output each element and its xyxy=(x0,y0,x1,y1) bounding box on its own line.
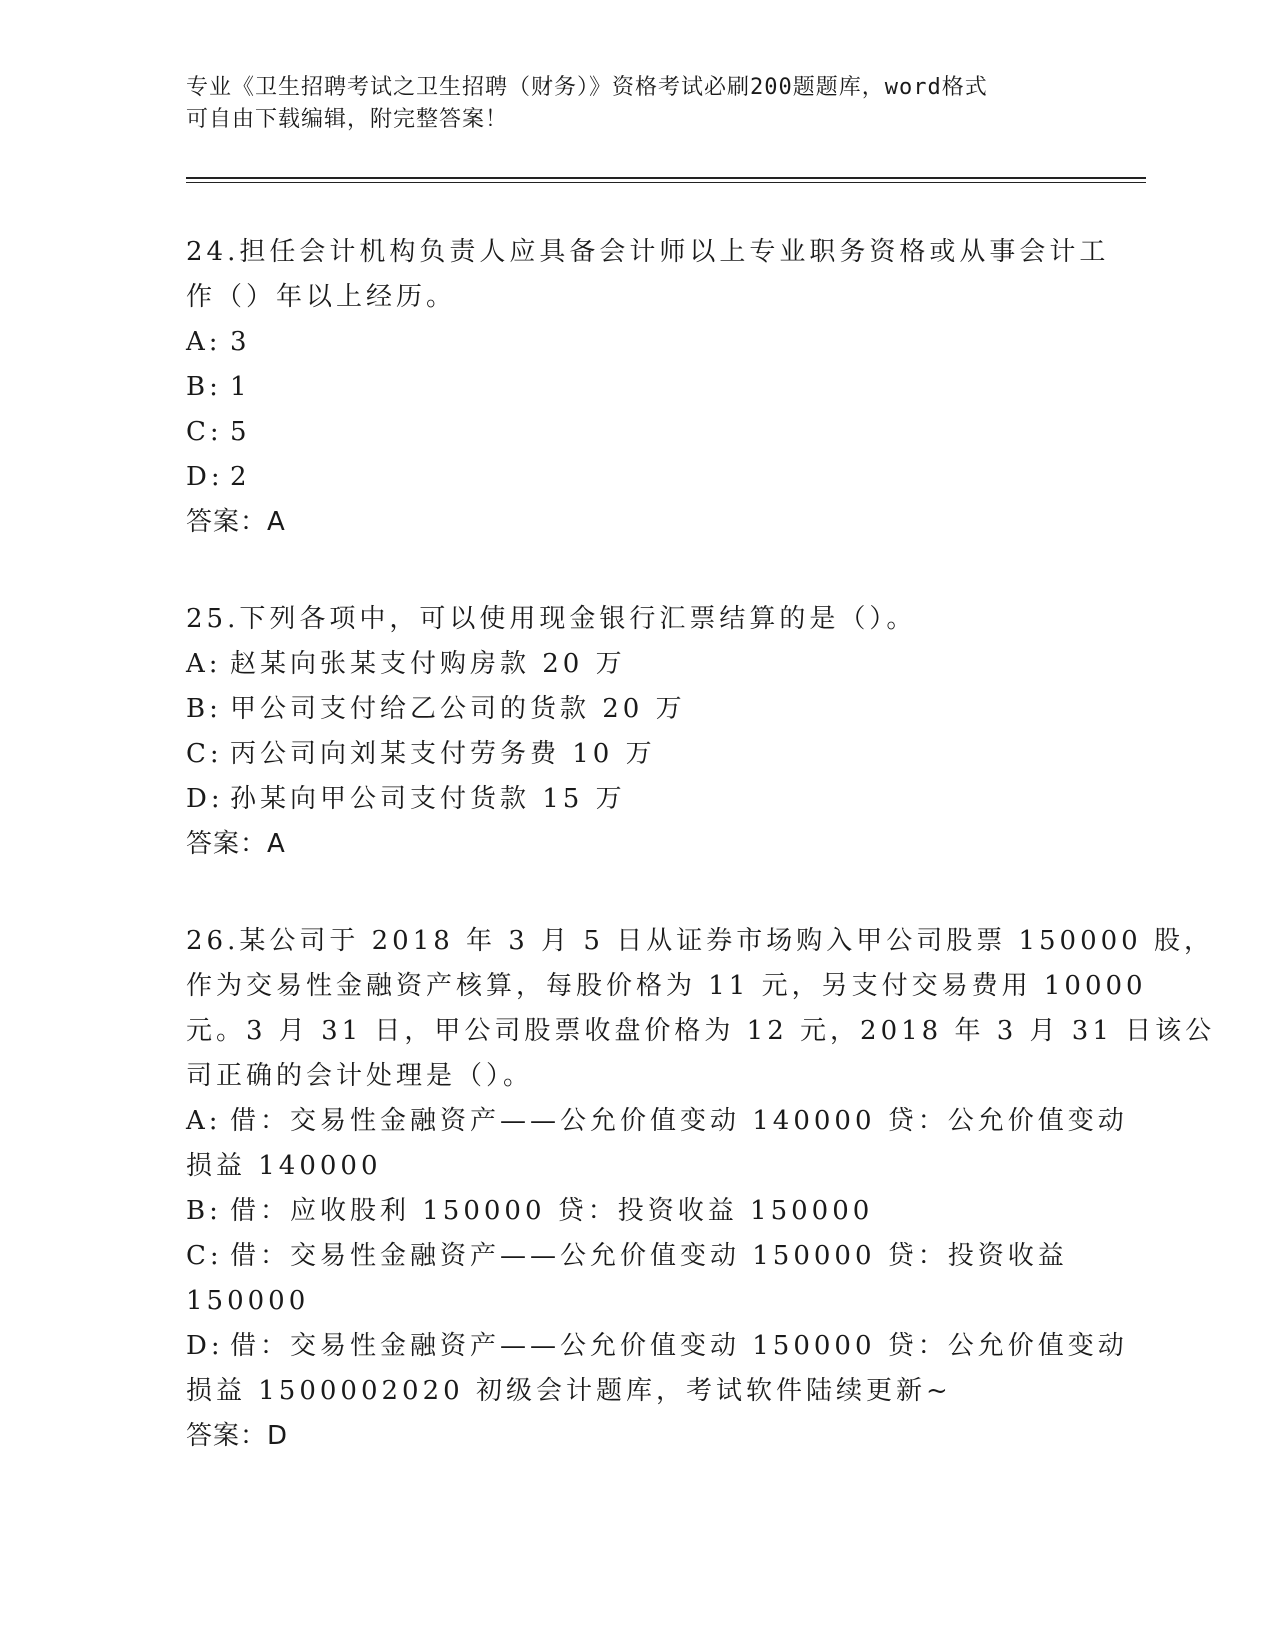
question-text: 元。3 月 31 日，甲公司股票收盘价格为 12 元，2018 年 3 月 31 日该公 xyxy=(186,1016,1216,1046)
question-text: 25.下列各项中，可以使用现金银行汇票结算的是（）。 xyxy=(186,604,917,634)
question-text: 司正确的会计处理是（）。 xyxy=(186,1061,534,1091)
option-text: 借：应收股利 150000 贷：投资收益 150000 xyxy=(230,1196,874,1226)
question-text: 作（）年以上经历。 xyxy=(186,282,457,312)
option-b xyxy=(186,1189,1066,1234)
option-text: 3 xyxy=(230,327,251,357)
option-text: 2 xyxy=(230,462,251,492)
option-text: 赵某向张某支付购房款 20 万 xyxy=(230,649,626,679)
option-text: 丙公司向刘某支付劳务费 10 万 xyxy=(230,739,656,769)
header-divider-thin xyxy=(186,182,1146,183)
option-letter: A: xyxy=(186,327,222,357)
question-list xyxy=(186,230,1216,1511)
option-d xyxy=(186,455,1066,500)
option-b xyxy=(186,687,1066,732)
header-line: 可自由下载编辑，附完整答案！ xyxy=(186,107,509,132)
answer-label: 答案：A xyxy=(186,507,286,537)
option-letter: B: xyxy=(186,372,222,402)
option-d xyxy=(186,777,1066,822)
option-letter: B: xyxy=(186,694,222,724)
question-text: 作为交易性金融资产核算，每股价格为 11 元，另支付交易费用 10000 xyxy=(186,971,1147,1001)
option-d xyxy=(186,1324,1128,1369)
option-b xyxy=(186,365,1066,410)
option-letter: C: xyxy=(186,417,223,447)
option-letter: C: xyxy=(186,1241,223,1271)
option-text: 借：交易性金融资产——公允价值变动 140000 贷：公允价值变动 xyxy=(230,1106,1128,1136)
document-header xyxy=(186,72,1066,136)
question-item xyxy=(186,230,1110,545)
option-c-continued: 150000 xyxy=(186,1286,310,1316)
question-text: 26.某公司于 2018 年 3 月 5 日从证券市场购入甲公司股票 150000 股， xyxy=(186,926,1214,956)
option-letter: B: xyxy=(186,1196,222,1226)
option-text: 孙某向甲公司支付货款 15 万 xyxy=(230,784,626,814)
option-text: 借：交易性金融资产——公允价值变动 150000 贷：公允价值变动 xyxy=(230,1331,1128,1361)
option-c xyxy=(186,732,1066,777)
option-letter: D: xyxy=(186,1331,224,1361)
option-a-continued: 损益 140000 xyxy=(186,1151,382,1181)
option-letter: D: xyxy=(186,462,224,492)
option-a xyxy=(186,1099,1128,1144)
option-letter: C: xyxy=(186,739,223,769)
option-d-continued: 损益 1500002020 初级会计题库，考试软件陆续更新~ xyxy=(186,1376,952,1406)
option-letter: A: xyxy=(186,1106,222,1136)
option-letter: D: xyxy=(186,784,224,814)
question-text: 24.担任会计机构负责人应具备会计师以上专业职务资格或从事会计工 xyxy=(186,237,1110,267)
option-a xyxy=(186,642,1066,687)
answer-label: 答案：D xyxy=(186,1421,289,1451)
option-c xyxy=(186,1234,1066,1279)
header-divider xyxy=(186,177,1146,179)
option-text: 甲公司支付给乙公司的货款 20 万 xyxy=(230,694,686,724)
option-letter: A: xyxy=(186,649,222,679)
option-text: 5 xyxy=(230,417,251,447)
header-line: 专业《卫生招聘考试之卫生招聘（财务）》资格考试必刷200题题库，word格式 xyxy=(186,75,988,100)
option-c xyxy=(186,410,1066,455)
answer-label: 答案：A xyxy=(186,829,286,859)
question-item xyxy=(186,597,1066,867)
question-item xyxy=(186,919,1216,1459)
option-text: 1 xyxy=(230,372,251,402)
option-a xyxy=(186,320,1066,365)
option-text: 借：交易性金融资产——公允价值变动 150000 贷：投资收益 xyxy=(230,1241,1068,1271)
